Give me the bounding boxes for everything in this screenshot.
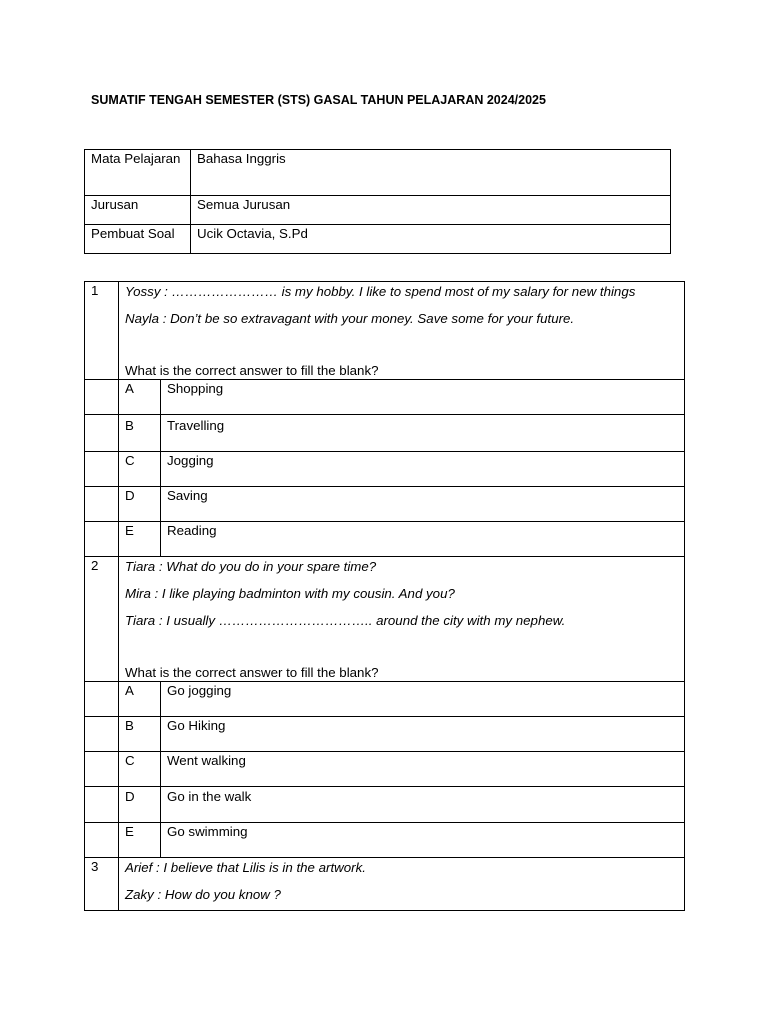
question-row (85, 858, 685, 911)
question-prompt: What is the correct answer to fill the blank? (125, 363, 379, 378)
option-text: Go Hiking (167, 718, 226, 733)
dialog-line: Mira : I like playing badminton with my cousin. And you? (125, 586, 455, 601)
option-text: Went walking (167, 753, 246, 768)
dialog-line: Zaky : How do you know ? (125, 887, 281, 902)
option-row (85, 522, 685, 557)
option-letter: E (119, 823, 161, 857)
dialog-line: Tiara : I usually …………………………….. around the city with my nephew. (125, 613, 566, 628)
option-text: Reading (167, 523, 217, 538)
option-row (85, 823, 685, 858)
info-value: Bahasa Inggris (191, 150, 671, 196)
option-row (85, 717, 685, 752)
option-letter: A (119, 380, 161, 414)
option-text: Travelling (167, 418, 225, 433)
dialog-line: Nayla : Don’t be so extravagant with your money. Save some for your future. (125, 311, 575, 326)
option-letter: C (119, 752, 161, 786)
option-text: Shopping (167, 381, 224, 396)
questions-table (84, 281, 685, 911)
option-row (85, 682, 685, 717)
option-text: Jogging (167, 453, 214, 468)
option-row (85, 380, 685, 415)
question-number: 1 (85, 282, 119, 380)
question-prompt: What is the correct answer to fill the blank? (125, 665, 379, 680)
option-letter: D (119, 487, 161, 521)
dialog-line: Tiara : What do you do in your spare time? (125, 559, 377, 574)
option-letter: A (119, 682, 161, 716)
option-row (85, 787, 685, 823)
info-key: Pembuat Soal (85, 225, 191, 254)
info-row-author (85, 225, 671, 254)
question-row (85, 282, 685, 380)
option-row (85, 752, 685, 787)
option-text: Go jogging (167, 683, 232, 698)
option-letter: B (119, 415, 161, 451)
option-letter: C (119, 452, 161, 486)
question-number: 3 (85, 858, 119, 911)
info-value: Ucik Octavia, S.Pd (191, 225, 671, 254)
info-key: Jurusan (85, 196, 191, 225)
option-row (85, 452, 685, 487)
document-title: SUMATIF TENGAH SEMESTER (STS) GASAL TAHUN PELAJARAN 2024/2025 (91, 93, 546, 107)
dialog-line: Yossy : …………………… is my hobby. I like to spend most of my salary for new things (125, 284, 636, 299)
question-text (119, 858, 685, 911)
option-row (85, 415, 685, 452)
question-text (119, 557, 685, 682)
option-text: Saving (167, 488, 208, 503)
option-letter: B (119, 717, 161, 751)
question-number: 2 (85, 557, 119, 682)
option-letter: D (119, 787, 161, 822)
question-text (119, 282, 685, 380)
info-key: Mata Pelajaran (85, 150, 191, 196)
subject-info-table (84, 149, 671, 254)
dialog-line: Arief : I believe that Lilis is in the artwork. (125, 860, 366, 875)
question-row (85, 557, 685, 682)
info-row-major (85, 196, 671, 225)
option-text: Go in the walk (167, 789, 252, 804)
option-row (85, 487, 685, 522)
info-value: Semua Jurusan (191, 196, 671, 225)
option-letter: E (119, 522, 161, 556)
option-text: Go swimming (167, 824, 248, 839)
info-row-subject (85, 150, 671, 196)
